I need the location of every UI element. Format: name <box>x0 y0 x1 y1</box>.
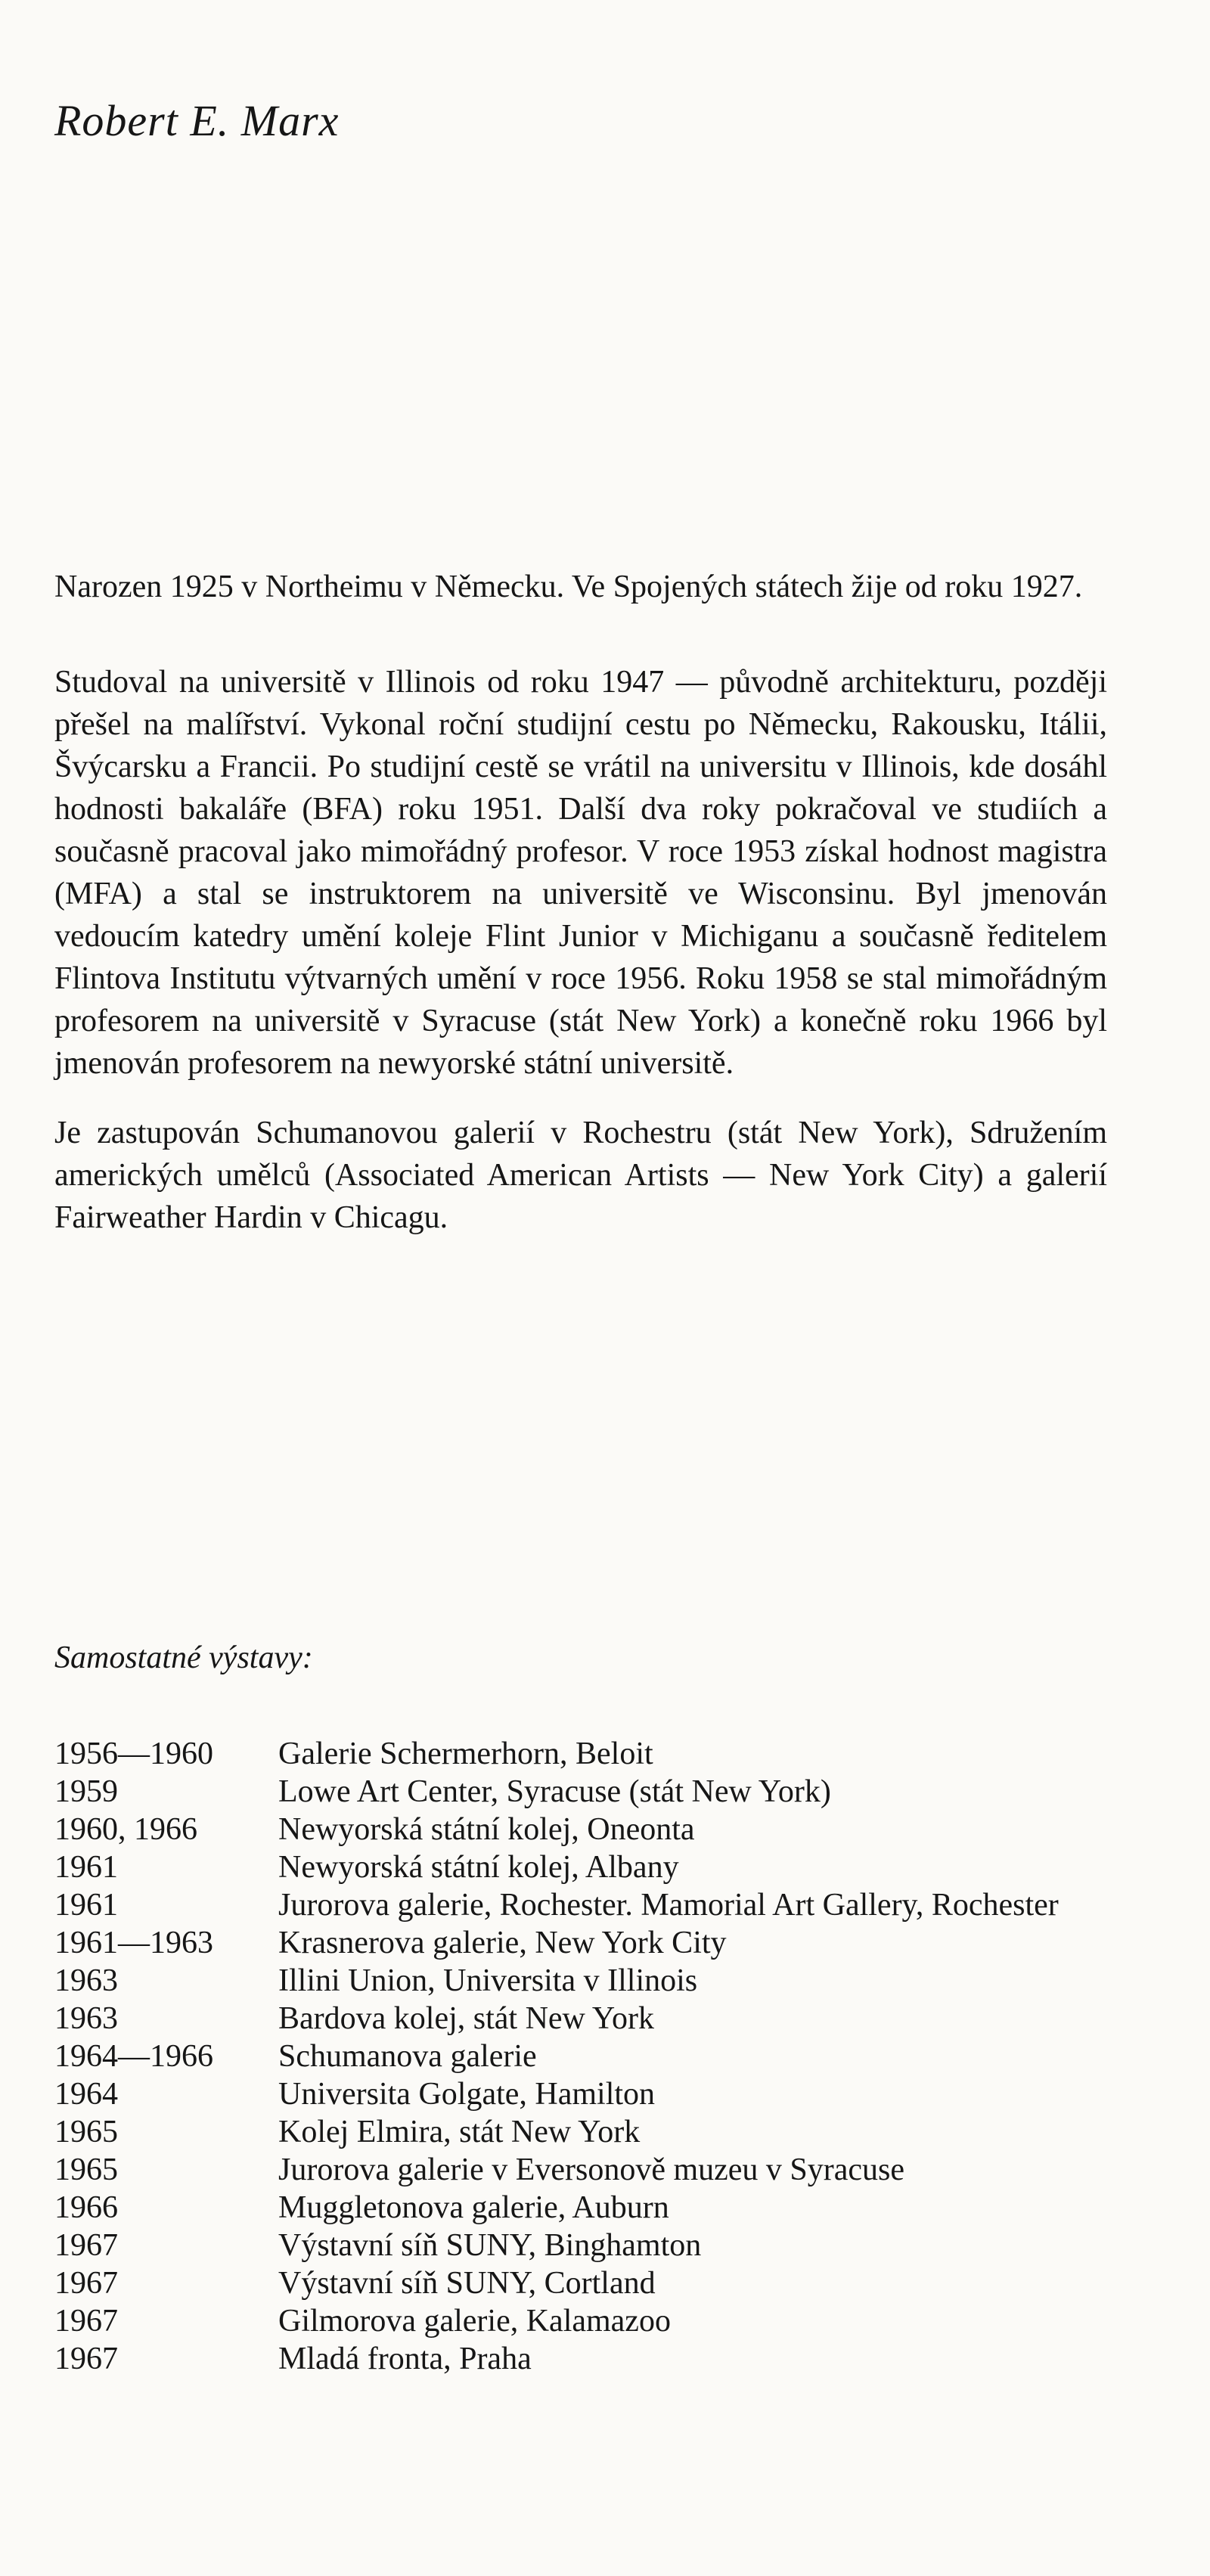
exhibition-venue: Schumanova galerie <box>278 2039 537 2074</box>
exhibition-year: 1961 <box>54 1888 118 1923</box>
exhibition-row <box>54 2075 1113 2113</box>
exhibition-venue: Krasnerova galerie, New York City <box>278 1926 727 1960</box>
exhibition-row <box>54 2264 1113 2302</box>
exhibition-venue: Jurorova galerie v Eversonově muzeu v Syracuse <box>278 2152 905 2187</box>
exhibition-year: 1967 <box>54 2342 118 2376</box>
exhibition-row <box>54 1773 1113 1811</box>
exhibition-row <box>54 1735 1113 1773</box>
exhibition-row <box>54 2038 1113 2075</box>
exhibition-venue: Galerie Schermerhorn, Beloit <box>278 1736 653 1771</box>
exhibition-year: 1965 <box>54 2152 118 2187</box>
exhibition-venue: Muggletonova galerie, Auburn <box>278 2190 669 2225</box>
exhibitions-list <box>54 1735 1113 2378</box>
biography <box>54 566 1107 1266</box>
exhibition-year: 1960, 1966 <box>54 1812 197 1847</box>
exhibition-venue: Bardova kolej, stát New York <box>278 2001 654 2036</box>
exhibition-year: 1966 <box>54 2190 118 2225</box>
exhibition-venue: Lowe Art Center, Syracuse (stát New York) <box>278 1774 831 1809</box>
exhibition-venue: Výstavní síň SUNY, Binghamton <box>278 2228 702 2263</box>
exhibition-venue: Illini Union, Universita v Illinois <box>278 1963 698 1998</box>
exhibition-row <box>54 1848 1113 1886</box>
exhibition-year: 1961 <box>54 1850 118 1885</box>
exhibition-year: 1959 <box>54 1774 118 1809</box>
exhibition-year: 1961—1963 <box>54 1926 213 1960</box>
exhibition-row <box>54 1962 1113 2000</box>
exhibition-year: 1967 <box>54 2228 118 2263</box>
exhibition-year: 1967 <box>54 2304 118 2339</box>
exhibitions-heading: Samostatné výstavy: <box>54 1640 313 1675</box>
exhibition-venue: Jurorova galerie, Rochester. Mamorial Art Gallery, Rochester <box>278 1888 1059 1923</box>
author-name: Robert E. Marx <box>54 96 340 145</box>
exhibition-row <box>54 1924 1113 1962</box>
exhibition-row <box>54 2113 1113 2151</box>
exhibition-year: 1967 <box>54 2266 118 2301</box>
exhibition-row <box>54 2227 1113 2264</box>
exhibition-year: 1963 <box>54 1963 118 1998</box>
exhibition-venue: Universita Golgate, Hamilton <box>278 2077 656 2112</box>
exhibition-venue: Newyorská státní kolej, Oneonta <box>278 1812 695 1847</box>
exhibition-year: 1963 <box>54 2001 118 2036</box>
exhibition-year: 1964 <box>54 2077 118 2112</box>
exhibition-row <box>54 2000 1113 2038</box>
exhibition-venue: Newyorská státní kolej, Albany <box>278 1850 679 1885</box>
exhibition-row <box>54 2302 1113 2340</box>
exhibition-year: 1964—1966 <box>54 2039 213 2074</box>
exhibition-year: 1956—1960 <box>54 1736 213 1771</box>
bio-paragraph: Je zastupován Schumanovou galerií v Rochestru (stát New York), Sdružením amerických umělců (Associated American Artists — New York City) a galerií Fairweather Hardin v Chicagu. <box>54 1116 1107 1235</box>
exhibition-venue: Gilmorova galerie, Kalamazoo <box>278 2304 671 2339</box>
bio-paragraph: Narozen 1925 v Northeimu v Německu. Ve Spojených státech žije od roku 1927. <box>54 570 1083 604</box>
exhibition-row <box>54 2151 1113 2189</box>
exhibition-row <box>54 2340 1113 2378</box>
bio-paragraph: Studoval na universitě v Illinois od roku 1947 — původně architekturu, později přešel na malířství. Vykonal roční studijní cestu po Německu, Rakousku, Itálii, Švýcarsku a Francii. Po studijní cestě se vrátil na universitu v Illinois, kde dosáhl hodnosti bakaláře (BFA) roku 1951. Další dva roky pokračoval ve studiích a současně pracoval jako mimořádný profesor. V roce 1953 získal hodnost magistra (MFA) a stal se instruktorem na universitě ve Wisconsinu. Byl jmenován vedoucím katedry umění koleje Flint Junior v Michiganu a současně ředitelem Flintova Institutu výtvarných umění v roce 1956. Roku 1958 se stal mimořádným profesorem na universitě v Syracuse (stát New York) a konečně roku 1966 byl jmenován profesorem na newyorské státní universitě. <box>54 665 1107 1081</box>
exhibition-venue: Kolej Elmira, stát New York <box>278 2115 641 2149</box>
exhibition-year: 1965 <box>54 2115 118 2149</box>
exhibition-row <box>54 2189 1113 2227</box>
exhibition-row <box>54 1886 1113 1924</box>
exhibition-venue: Výstavní síň SUNY, Cortland <box>278 2266 656 2301</box>
exhibition-venue: Mladá fronta, Praha <box>278 2342 532 2376</box>
exhibition-row <box>54 1811 1113 1848</box>
